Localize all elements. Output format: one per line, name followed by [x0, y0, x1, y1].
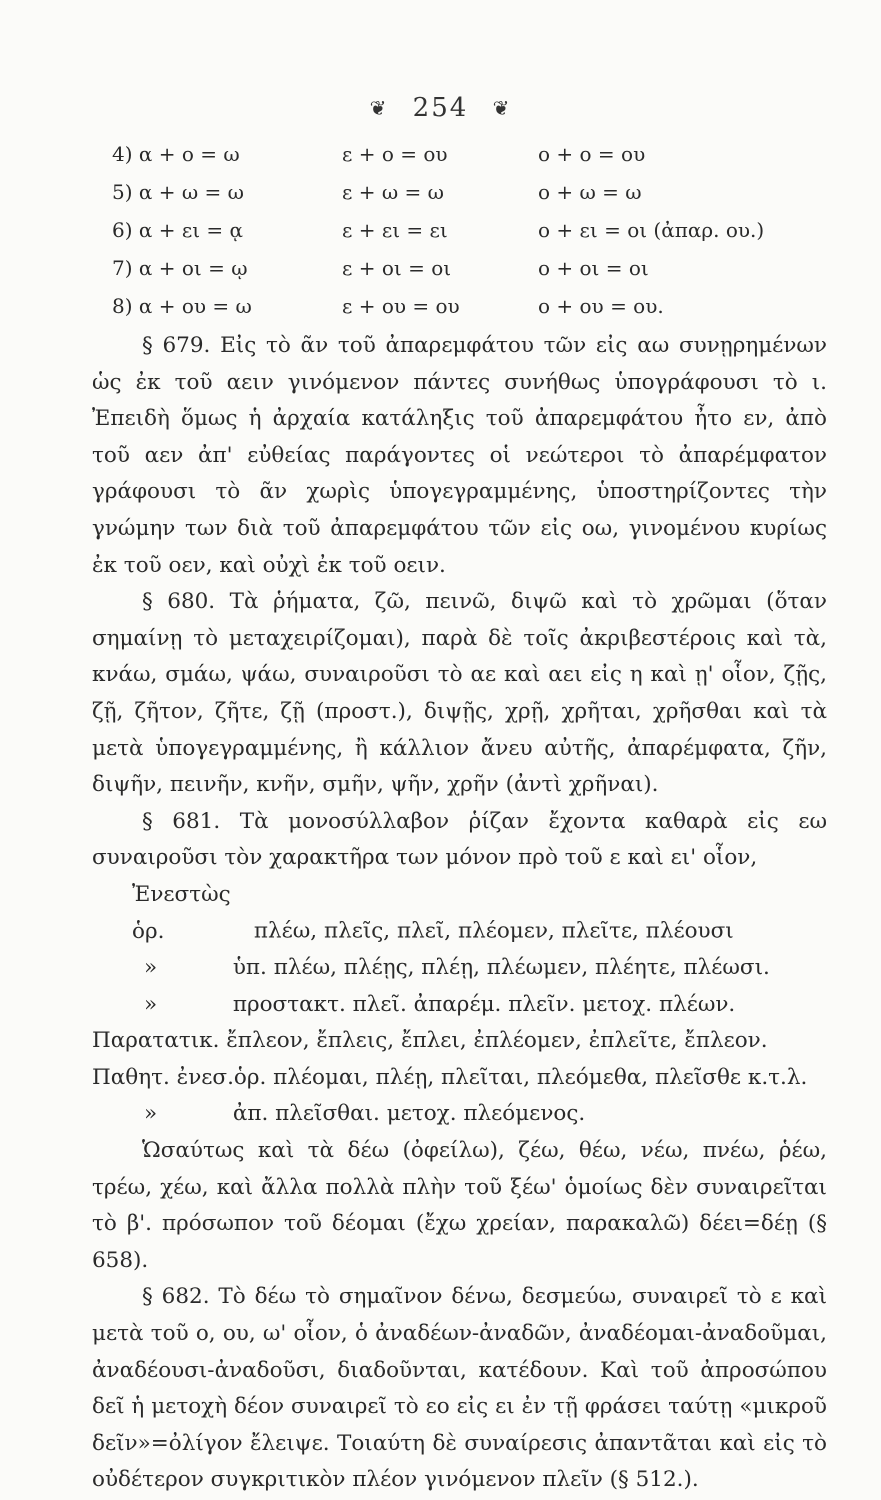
page-number: 254	[412, 93, 469, 123]
ditto-mark: »	[144, 955, 158, 981]
conjugation-row	[92, 1096, 827, 1133]
contraction-cell: 5) α + ω = ω	[112, 180, 244, 204]
conjugation-forms: προστακτ. πλεῖ. ἀπαρέμ. πλεῖν. μετοχ. πλέων.	[232, 991, 736, 1017]
paragraph-682: § 682. Τὸ δέω τὸ σημαῖνον δένω, δεσμεύω, συναιρεῖ τὸ ε καὶ μετὰ τοῦ ο, ου, ω' οἷον, ὁ ἀναδέων-ἀναδῶν, ἀναδέομαι-ἀναδοῦμαι, ἀναδέουσι-ἀναδοῦσι, διαδοῦνται, κατέδουν. Καὶ τοῦ ἀπροσώπου δεῖ ἡ μετοχὴ δέον συναιρεῖ τὸ εο εἰς ει ἐν τῇ φράσει ταύτῃ «μικροῦ δεῖν»=ὀλίγον ἔλειψε. Τοιαύτη δὲ συναίρεσις ἀπαντᾶται καὶ εἰς τὸ οὐδέτερον συγκριτικὸν πλέον γινόμενον πλεῖν (§ 512.).	[92, 1284, 827, 1493]
conjugation-label: Ἐνεστὼς ὁρ.	[132, 881, 231, 944]
contraction-cell: ο + ει = οι (ἀπαρ. ου.)	[538, 218, 765, 242]
contraction-row	[112, 142, 832, 180]
contraction-table	[112, 142, 832, 332]
contraction-row	[112, 294, 832, 332]
conjugation-forms: ἀπ. πλεῖσθαι. μετοχ. πλεόμενος.	[232, 1101, 586, 1127]
conjugation-row	[92, 987, 827, 1024]
conjugation-forms: Παρατατικ. ἔπλεον, ἔπλεις, ἔπλει, ἐπλέομεν, ἐπλεῖτε, ἔπλεον.	[92, 1028, 768, 1054]
ornament-right-icon: ❦	[492, 96, 512, 120]
conjugation-forms: Παθητ. ἐνεσ.ὁρ. πλέομαι, πλέῃ, πλεῖται, πλεόμεθα, πλεῖσθε κ.τ.λ.	[92, 1064, 808, 1090]
contraction-cell: ε + οι = οι	[342, 256, 452, 280]
contraction-cell: ε + ει = ει	[342, 218, 448, 242]
conjugation-row	[92, 877, 827, 950]
ornament-left-icon: ❦	[369, 96, 389, 120]
contraction-row	[112, 218, 832, 256]
conjugation-forms: ὑπ. πλέω, πλέῃς, πλέῃ, πλέωμεν, πλέητε, πλέωσι.	[232, 955, 770, 981]
paragraph-681-continued: Ὡσαύτως καὶ τὰ δέω (ὀφείλω), ζέω, θέω, νέω, πνέω, ῥέω, τρέω, χέω, καὶ ἄλλα πολλὰ πλὴν τοῦ ξέω' ὁμοίως δὲν συναιρεῖται τὸ β'. πρόσωπον τοῦ δέομαι (ἔχω χρείαν, παρακαλῶ) δέει=δέῃ (§ 658).	[92, 1138, 827, 1273]
contraction-cell: ο + ω = ω	[538, 180, 642, 204]
contraction-cell: 8) α + ου = ω	[112, 294, 252, 318]
contraction-cell: 4) α + ο = ω	[112, 142, 240, 166]
page-header	[0, 92, 881, 123]
conjugation-row	[92, 1023, 827, 1060]
paragraph-680: § 680. Τὰ ῥήματα, ζῶ, πεινῶ, διψῶ καὶ τὸ χρῶμαι (ὅταν σημαίνῃ τὸ μεταχειρίζομαι), παρὰ δὲ τοῖς ἀκριβεστέροις καὶ τὰ, κνάω, σμάω, ψάω, συναιροῦσι τὸ αε καὶ αει εἰς η καὶ ῃ' οἷον, ζῇς, ζῇ, ζῆτον, ζῆτε, ζῇ (προστ.), διψῇς, χρῇ, χρῆται, χρῆσθαι καὶ τὰ μετὰ ὑπογεγραμμένης, ἢ κάλλιον ἄνευ αὐτῆς, ἀπαρέμφατα, ζῆν, διψῆν, πεινῆν, κνῆν, σμῆν, ψῆν, χρῆν (ἀντὶ χρῆναι).	[92, 589, 827, 798]
contraction-cell: ο + οι = οι	[538, 256, 649, 280]
contraction-cell: ε + ω = ω	[342, 180, 444, 204]
paragraph-679: § 679. Εἰς τὸ ᾶν τοῦ ἀπαρεμφάτου τῶν εἰς αω συνῃρημένων ὡς ἐκ τοῦ αειν γινόμενον πάντες συνήθως ὑπογράφουσι τὸ ι. Ἐπειδὴ ὅμως ἡ ἀρχαία κατάληξις τοῦ ἀπαρεμφάτου ἦτο εν, ἀπὸ τοῦ αεν ἀπ' εὐθείας παράγοντες οἱ νεώτεροι τὸ ἀπαρέμφατον γράφουσι τὸ ᾶν χωρὶς ὑπογεγραμμένης, ὑποστηρίζοντες τὴν γνώμην των διὰ τοῦ ἀπαρεμφάτου τῶν εἰς οω, γινομένου κυρίως ἐκ τοῦ οεν, καὶ οὐχὶ ἐκ τοῦ οειν.	[92, 333, 827, 578]
contraction-row	[112, 180, 832, 218]
contraction-cell: 6) α + ει = ᾳ	[112, 218, 244, 242]
paragraph-681: § 681. Τὰ μονοσύλλαβον ῥίζαν ἔχοντα καθαρὰ εἰς εω συναιροῦσι τὸν χαρακτῆρα των μόνον πρὸ τοῦ ε καὶ ει' οἷον,	[92, 808, 827, 871]
ditto-mark: »	[144, 991, 158, 1017]
contraction-row	[112, 256, 832, 294]
contraction-cell: 7) α + οι = ῳ	[112, 256, 248, 280]
conjugation-row	[92, 1060, 827, 1097]
ditto-mark: »	[144, 1101, 158, 1127]
contraction-cell: ο + ο = ου	[538, 142, 646, 166]
contraction-cell: ε + ου = ου	[342, 294, 460, 318]
conjugation-row	[92, 950, 827, 987]
conjugation-forms: πλέω, πλεῖς, πλεῖ, πλέομεν, πλεῖτε, πλέουσι	[253, 918, 734, 944]
body-text	[92, 328, 827, 1499]
contraction-cell: ο + ου = ου.	[538, 294, 664, 318]
contraction-cell: ε + ο = ου	[342, 142, 448, 166]
